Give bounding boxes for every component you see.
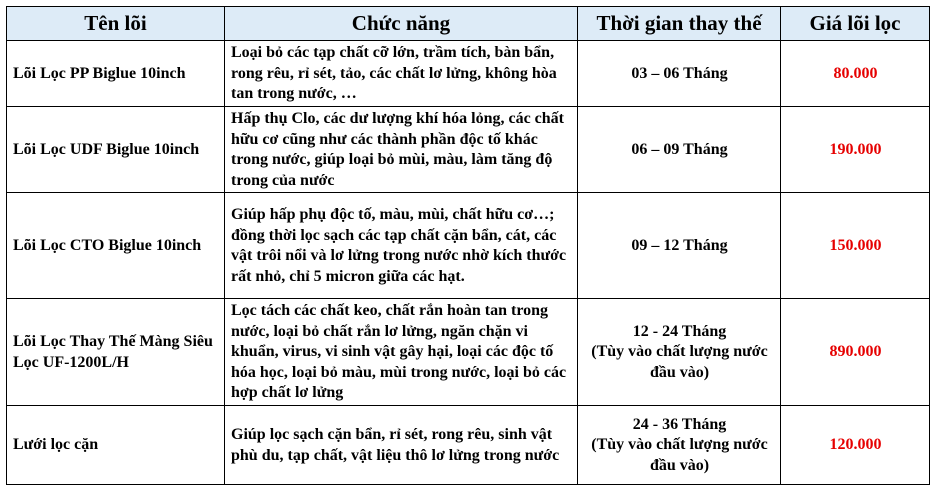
filter-cartridge-table	[6, 6, 930, 485]
header-replacement-time: Thời gian thay thế	[578, 7, 781, 41]
header-row	[7, 7, 930, 41]
cartridge-price: 890.000	[781, 299, 930, 406]
cartridge-name: Lõi Lọc PP Biglue 10inch	[7, 41, 225, 107]
header-function: Chức năng	[225, 7, 578, 41]
cartridge-name: Lõi Lọc Thay Thế Màng Siêu Lọc UF-1200L/H	[7, 299, 225, 406]
replacement-time	[578, 107, 781, 193]
header-name: Tên lõi	[7, 7, 225, 41]
replacement-time-note: (Tùy vào chất lượng nước đầu vào)	[591, 343, 768, 381]
cartridge-function: Hấp thụ Clo, các dư lượng khí hóa lỏng, các chất hữu cơ cũng như các thành phần độc tố khác trong nước, giúp loại bỏ mùi, màu, làm tăng độ trong của nước	[225, 107, 578, 193]
table-row	[7, 299, 930, 406]
table-row	[7, 406, 930, 485]
cartridge-price: 120.000	[781, 406, 930, 485]
replacement-time-value: 03 – 06 Tháng	[631, 64, 728, 82]
replacement-time	[578, 193, 781, 299]
table-row	[7, 41, 930, 107]
cartridge-price: 80.000	[781, 41, 930, 107]
replacement-time-value: 24 - 36 Tháng	[632, 415, 727, 433]
replacement-time	[578, 299, 781, 406]
replacement-time	[578, 41, 781, 107]
cartridge-name: Lõi Lọc CTO Biglue 10inch	[7, 193, 225, 299]
cartridge-price: 190.000	[781, 107, 930, 193]
header-price: Giá lõi lọc	[781, 7, 930, 41]
replacement-time-value: 09 – 12 Tháng	[631, 236, 728, 254]
cartridge-function: Giúp hấp phụ độc tố, màu, mùi, chất hữu cơ…; đồng thời lọc sạch các tạp chất cặn bẩn, cát, các vật trôi nổi và lơ lửng trong nước nhờ kích thước rất nhỏ, chỉ 5 micron giữa các hạt.	[225, 193, 578, 299]
table-row	[7, 107, 930, 193]
replacement-time-note: (Tùy vào chất lượng nước đầu vào)	[591, 436, 768, 474]
cartridge-name: Lưới lọc cặn	[7, 406, 225, 485]
cartridge-price: 150.000	[781, 193, 930, 299]
replacement-time	[578, 406, 781, 485]
cartridge-function: Giúp lọc sạch cặn bẩn, rỉ sét, rong rêu, sinh vật phù du, tạp chất, vật liệu thô lơ lửng trong nước	[225, 406, 578, 485]
cartridge-function: Loại bỏ các tạp chất cỡ lớn, trầm tích, bàn bẩn, rong rêu, rỉ sét, tảo, các chất lơ lửng, không hòa tan trong nước, …	[225, 41, 578, 107]
cartridge-name: Lõi Lọc UDF Biglue 10inch	[7, 107, 225, 193]
table-row	[7, 193, 930, 299]
replacement-time-value: 06 – 09 Tháng	[631, 140, 728, 158]
replacement-time-value: 12 - 24 Tháng	[632, 322, 727, 340]
cartridge-function: Lọc tách các chất keo, chất rắn hoàn tan trong nước, loại bỏ chất rắn lơ lửng, ngăn chặn vi khuẩn, virus, vi sinh vật gây hại, loại các độc tố hóa học, loại bỏ màu, mùi trong nước, loại bỏ các hợp chất lơ lửng	[225, 299, 578, 406]
